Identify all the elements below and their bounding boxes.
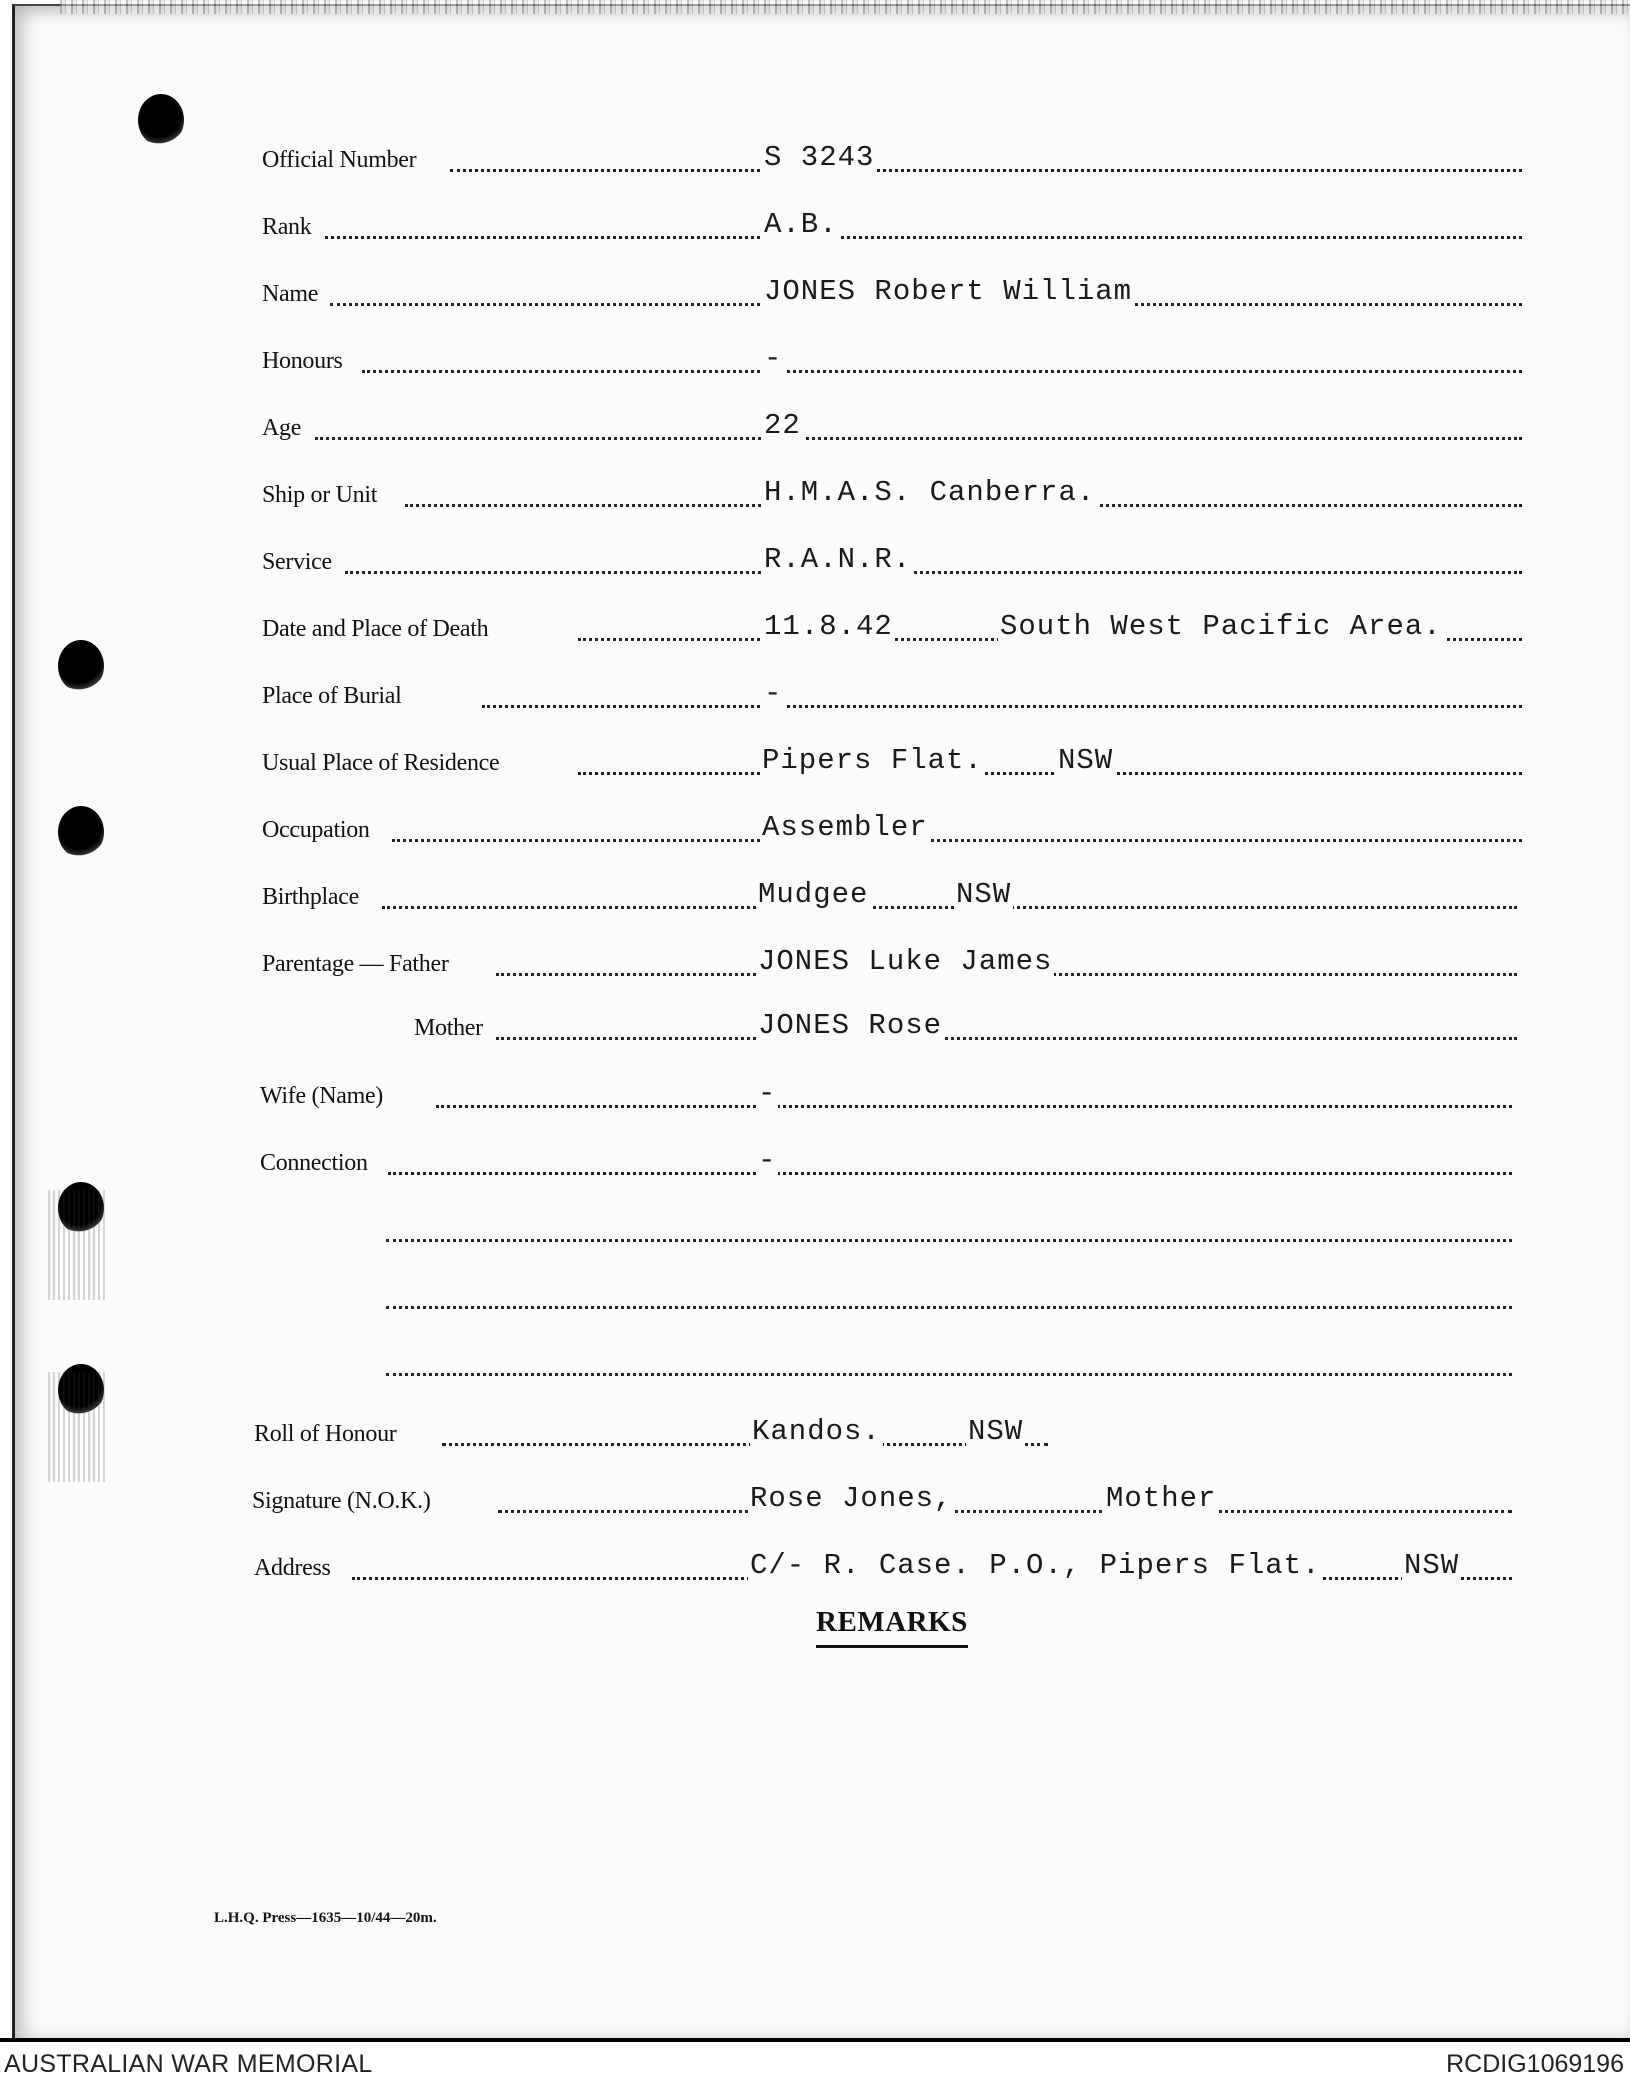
- dotted-line: [450, 169, 1522, 172]
- field-wife: [0, 1076, 1630, 1116]
- printer-note: L.H.Q. Press—1635—10/44—20m.: [214, 1910, 437, 1926]
- blank-line: [0, 1277, 1630, 1317]
- field-occupation: [0, 810, 1630, 850]
- field-label: Usual Place of Residence: [262, 750, 500, 776]
- field-value-secondary: NSW: [968, 1415, 1024, 1448]
- field-roll-of-honour: [0, 1414, 1630, 1454]
- field-rank: [0, 207, 1630, 247]
- field-value: A.B.: [764, 208, 838, 241]
- field-value: Rose Jones,: [750, 1482, 953, 1515]
- field-connection: [0, 1143, 1630, 1183]
- field-label: Address: [254, 1555, 331, 1581]
- dotted-line: [325, 236, 1522, 239]
- field-label: Occupation: [262, 817, 370, 843]
- dotted-line: [578, 772, 1522, 775]
- field-value: S 3243: [764, 141, 875, 174]
- field-father: [0, 944, 1630, 984]
- dotted-line: [386, 1239, 1512, 1242]
- punch-hole: [138, 94, 184, 146]
- field-value: Kandos.: [752, 1415, 881, 1448]
- field-label: Roll of Honour: [254, 1421, 397, 1447]
- scan-edge-noise: [60, 0, 1630, 14]
- field-value: JONES Luke James: [758, 945, 1053, 978]
- dotted-line: [345, 571, 1522, 574]
- institution-name: AUSTRALIAN WAR MEMORIAL: [4, 2050, 373, 2078]
- field-service: [0, 542, 1630, 582]
- field-name: [0, 274, 1630, 314]
- dotted-line: [436, 1105, 1512, 1108]
- field-value: JONES Rose: [758, 1009, 943, 1042]
- dotted-line: [382, 906, 1517, 909]
- remarks-heading: REMARKS: [816, 1606, 968, 1638]
- field-value-secondary: Mother: [1106, 1482, 1217, 1515]
- field-official-number: [0, 140, 1630, 180]
- field-value-secondary: NSW: [1058, 744, 1114, 777]
- dotted-line: [392, 839, 1522, 842]
- field-label: Rank: [262, 214, 312, 240]
- field-value: C/- R. Case. P.O., Pipers Flat.: [750, 1549, 1321, 1582]
- blank-line: [0, 1344, 1630, 1384]
- field-signature-nok: [0, 1481, 1630, 1521]
- field-label: Mother: [414, 1015, 483, 1041]
- dotted-line: [315, 437, 1522, 440]
- field-value: JONES Robert William: [764, 275, 1133, 308]
- field-honours: [0, 341, 1630, 381]
- field-value: 22: [764, 409, 801, 442]
- field-value: R.A.N.R.: [764, 543, 912, 576]
- field-label: Wife (Name): [260, 1083, 383, 1109]
- field-value: Mudgee: [758, 878, 869, 911]
- field-value-secondary: NSW: [956, 878, 1012, 911]
- field-address: [0, 1548, 1630, 1588]
- field-value: H.M.A.S. Canberra.: [764, 476, 1096, 509]
- dotted-line: [386, 1373, 1512, 1376]
- field-value: -: [758, 1144, 777, 1177]
- dotted-line: [482, 705, 1522, 708]
- field-value: -: [758, 1077, 777, 1110]
- field-label: Connection: [260, 1150, 368, 1176]
- dotted-line: [388, 1172, 1512, 1175]
- field-label: Age: [262, 415, 302, 441]
- field-label: Official Number: [262, 147, 417, 173]
- field-label: Birthplace: [262, 884, 359, 910]
- dotted-line: [496, 1037, 1517, 1040]
- field-label: Signature (N.O.K.): [252, 1488, 431, 1514]
- dotted-line: [442, 1443, 1048, 1446]
- field-label: Ship or Unit: [262, 482, 378, 508]
- field-usual-residence: [0, 743, 1630, 783]
- field-label: Name: [262, 281, 319, 307]
- field-label: Date and Place of Death: [262, 616, 489, 642]
- field-label: Service: [262, 549, 332, 575]
- field-value: -: [764, 342, 783, 375]
- field-value-secondary: South West Pacific Area.: [1000, 610, 1442, 643]
- field-value: 11.8.42: [764, 610, 893, 643]
- field-birthplace: [0, 877, 1630, 917]
- dotted-line: [386, 1306, 1512, 1309]
- field-label: Parentage — Father: [262, 951, 449, 977]
- record-id: RCDIG1069196: [1446, 2050, 1624, 2078]
- field-date-place-of-death: [0, 609, 1630, 649]
- blank-line: [0, 1210, 1630, 1250]
- field-age: [0, 408, 1630, 448]
- dotted-line: [362, 370, 1522, 373]
- field-value: Assembler: [762, 811, 928, 844]
- remarks-underline: [816, 1645, 968, 1648]
- archive-footer: [0, 2038, 1630, 2086]
- dotted-line: [498, 1510, 1512, 1513]
- field-value-secondary: NSW: [1404, 1549, 1460, 1582]
- field-mother: [0, 1008, 1630, 1048]
- field-value: -: [764, 677, 783, 710]
- field-label: Place of Burial: [262, 683, 402, 709]
- field-label: Honours: [262, 348, 343, 374]
- field-value: Pipers Flat.: [762, 744, 983, 777]
- field-ship-or-unit: [0, 475, 1630, 515]
- field-place-of-burial: [0, 676, 1630, 716]
